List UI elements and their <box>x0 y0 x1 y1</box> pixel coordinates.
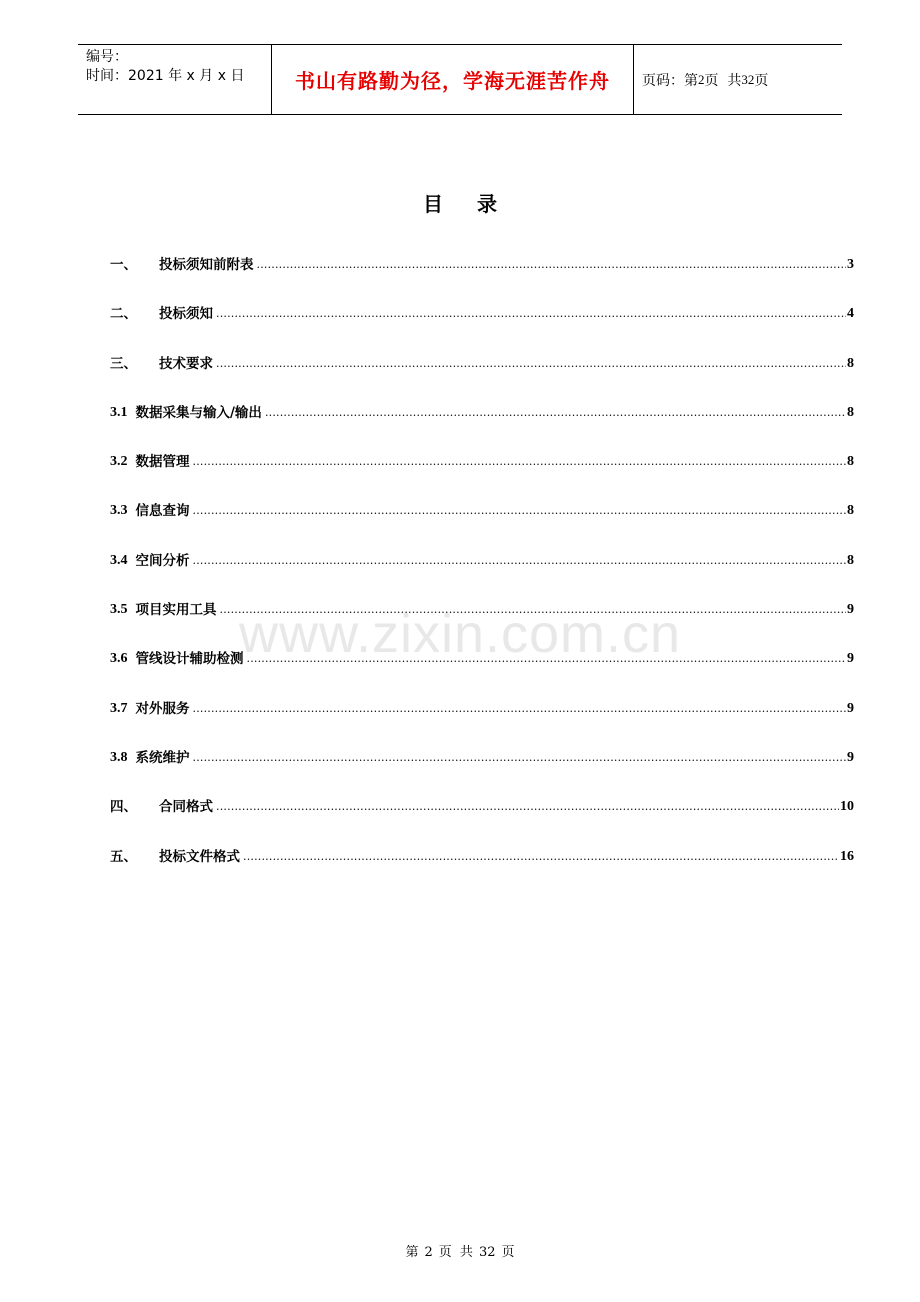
header-page-total: 32 <box>741 71 755 87</box>
toc-entry[interactable] <box>110 500 854 549</box>
toc-entry-number: 3.1 <box>110 404 128 420</box>
toc-dot-leader <box>193 451 847 473</box>
toc-entry-label: 数据管理 <box>135 454 190 471</box>
document-date: 时间：2021 年 x 月 x 日 <box>86 68 245 84</box>
footer-mid: 页 共 <box>438 1245 473 1260</box>
toc-entry-label: 技术要求 <box>159 355 213 372</box>
toc-entry-number: 一、 <box>110 257 137 273</box>
toc-entry-label: 投标须知 <box>159 306 213 323</box>
toc-entry-label: 信息查询 <box>135 503 190 520</box>
toc-dot-leader <box>216 796 839 818</box>
toc-entry-number: 3.2 <box>110 454 128 470</box>
toc-entry-page: 8 <box>847 454 854 470</box>
toc-entry[interactable] <box>110 796 854 845</box>
toc-entry[interactable] <box>110 550 854 599</box>
toc-entry-page: 16 <box>840 848 854 864</box>
toc-dot-leader <box>216 353 846 375</box>
toc-dot-leader <box>257 254 847 276</box>
toc-entry-page: 9 <box>847 700 854 716</box>
toc-entry[interactable] <box>110 698 854 747</box>
toc-entry-label: 项目实用工具 <box>135 602 217 619</box>
header-meta <box>78 45 272 114</box>
toc-dot-leader <box>193 698 847 720</box>
toc-entry-number: 3.5 <box>110 602 128 618</box>
toc-entry-number: 3.8 <box>110 749 128 765</box>
toc-entry-page: 9 <box>847 651 854 667</box>
toc-entry-number: 3.4 <box>110 552 128 568</box>
page-header <box>78 44 842 115</box>
toc-entry-label: 投标须知前附表 <box>159 257 254 273</box>
toc-entry-label: 数据采集与输入/输出 <box>135 404 262 421</box>
toc-entry-label: 系统维护 <box>135 749 190 766</box>
toc-entry-number: 二、 <box>110 306 137 323</box>
header-page-current: 2 <box>698 71 705 87</box>
toc-dot-leader <box>193 747 847 769</box>
toc-dot-leader <box>265 402 846 424</box>
toc-dot-leader <box>216 303 846 325</box>
toc-entry-label: 合同格式 <box>159 799 213 816</box>
toc-entry[interactable] <box>110 303 854 352</box>
footer-total: 32 <box>478 1245 496 1260</box>
toc-entry-number: 3.7 <box>110 700 128 716</box>
document-number-label: 编号： <box>86 49 128 65</box>
header-page-info <box>634 45 842 114</box>
toc-entry[interactable] <box>110 353 854 402</box>
toc-entry-page: 8 <box>847 355 854 371</box>
toc-entry-page: 9 <box>847 749 854 765</box>
toc-entry-page: 8 <box>847 552 854 568</box>
toc-entry-page: 9 <box>847 602 854 618</box>
toc-entry-number: 五、 <box>110 848 137 865</box>
toc-title: 目录 <box>423 192 531 216</box>
toc-entry[interactable] <box>110 451 854 500</box>
footer-suffix: 页 <box>501 1245 515 1260</box>
header-page-mid: 页 共 <box>704 72 742 89</box>
header-motto: 书山有路勤为径，学海无涯苦作舟 <box>272 45 634 114</box>
toc-dot-leader <box>243 846 839 868</box>
header-page-prefix: 页码：第 <box>642 72 698 89</box>
toc-dot-leader <box>193 500 847 522</box>
toc-entry[interactable] <box>110 747 854 796</box>
toc-entry-page: 10 <box>840 799 854 815</box>
toc-entry[interactable] <box>110 402 854 451</box>
page-footer <box>0 1241 920 1260</box>
toc-entry-number: 3.3 <box>110 503 128 519</box>
toc-entry-number: 三、 <box>110 355 137 372</box>
toc-entry-label: 管线设计辅助检测 <box>135 651 244 668</box>
toc-entry-number: 四、 <box>110 799 137 816</box>
toc-entry-page: 4 <box>847 306 854 322</box>
header-page-suffix: 页 <box>754 72 769 89</box>
footer-current: 2 <box>424 1245 433 1260</box>
footer-prefix: 第 <box>405 1245 419 1260</box>
table-of-contents <box>110 254 854 895</box>
toc-entry-label: 空间分析 <box>135 552 190 569</box>
toc-entry-number: 3.6 <box>110 651 128 667</box>
toc-entry-label: 投标文件格式 <box>159 848 240 865</box>
toc-dot-leader <box>193 550 847 572</box>
watermark: www.zixin.com.cn <box>238 604 682 664</box>
toc-entry-page: 8 <box>847 503 854 519</box>
toc-entry[interactable] <box>110 846 854 895</box>
toc-entry-page: 3 <box>847 257 854 272</box>
toc-entry[interactable] <box>110 254 854 303</box>
toc-entry-label: 对外服务 <box>135 700 190 717</box>
toc-entry-page: 8 <box>847 404 854 420</box>
